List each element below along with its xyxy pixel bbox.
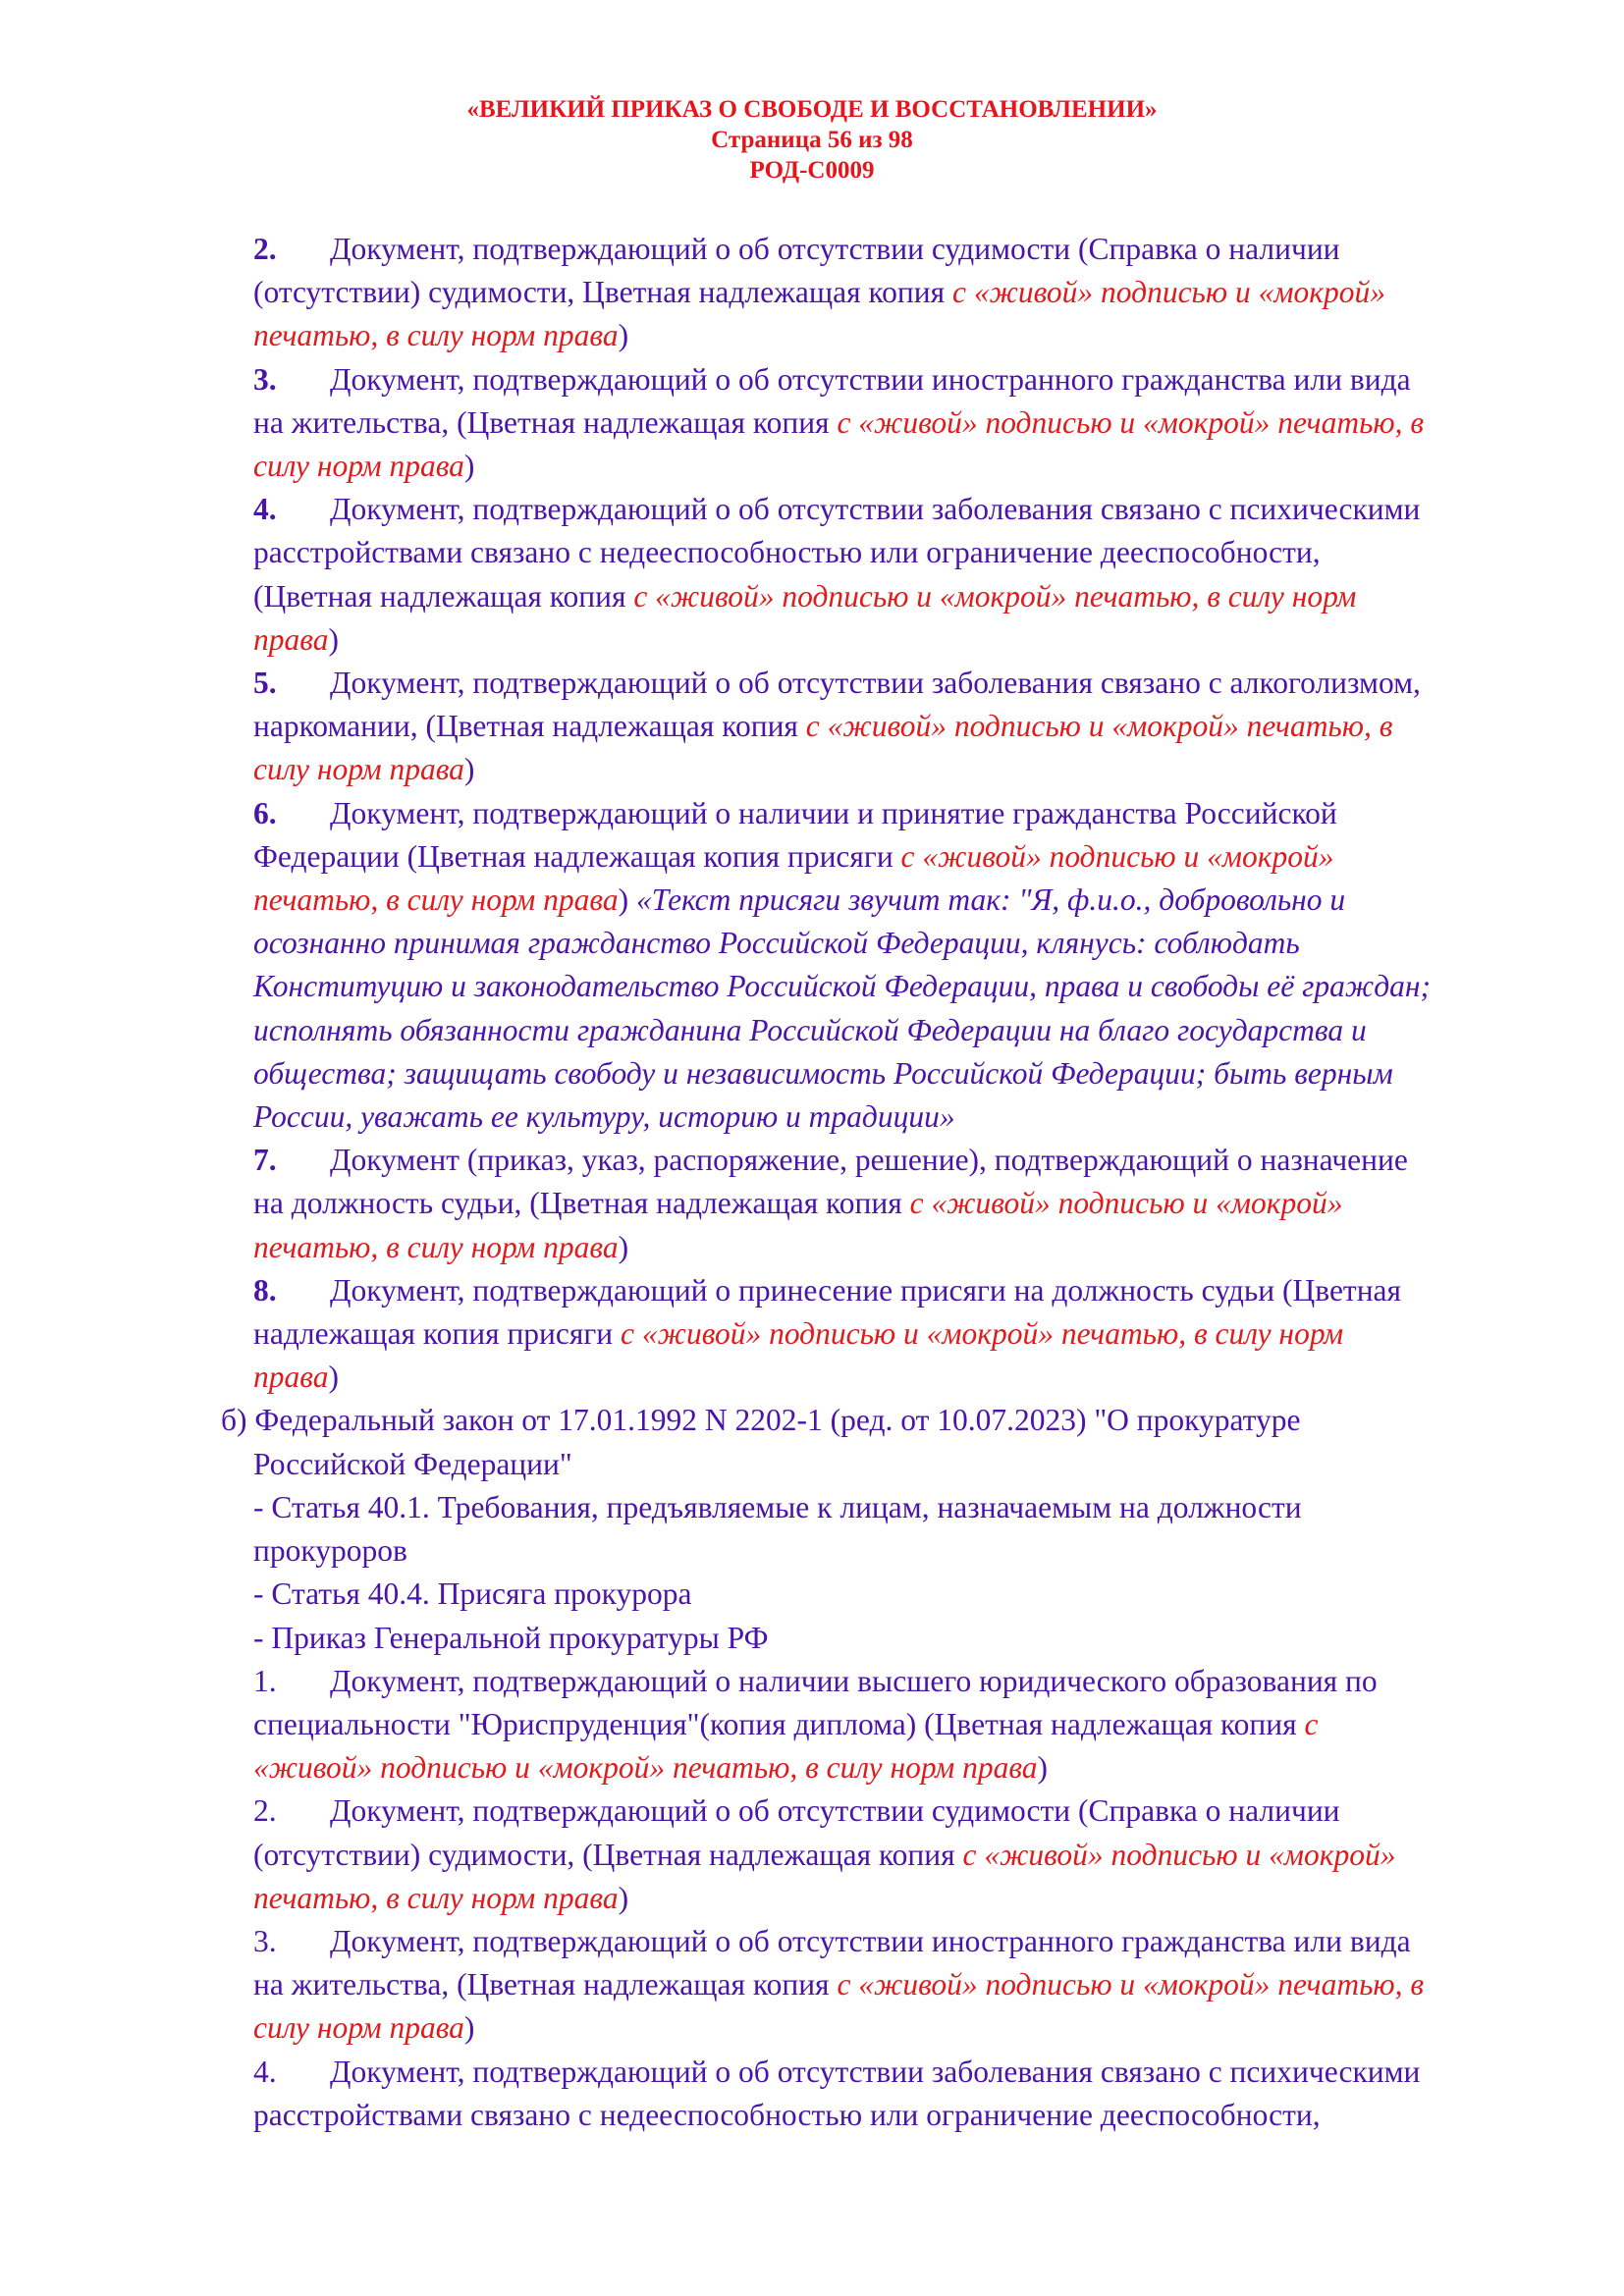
list-item-line xyxy=(253,1139,1530,1182)
list-item-line xyxy=(253,1226,1530,1269)
item-number: 1. xyxy=(253,1663,277,1698)
item-text: ) xyxy=(463,449,475,484)
item-text: Документ, подтверждающий о об отсутствии иностранного гражданства или вида xyxy=(330,1923,1411,1958)
list-item-line xyxy=(253,575,1530,618)
item-text: на должность судьи, (Цветная надлежащая копия xyxy=(253,1186,910,1221)
list-item-line xyxy=(253,2051,1530,2094)
signature-note: с «живой» подписью и «мокрой» xyxy=(909,1186,1343,1221)
oath-text: общества; защищать свободу и независимость Российской Федерации; быть верным xyxy=(253,1055,1393,1091)
signature-note: с «живой» подписью и «мокрой» xyxy=(900,838,1334,874)
item-text: Документ, подтверждающий о об отсутствии заболевания связано с психическими xyxy=(330,492,1421,527)
list-item-line xyxy=(253,2094,1530,2137)
item-number: 3. xyxy=(253,361,277,397)
oath-text: осознанно принимая гражданство Российской Федерации, клянусь: соблюдать xyxy=(253,926,1300,961)
item-text: расстройствами связано с недееспособностью или ограничение дееспособности, xyxy=(253,535,1321,570)
item-number: 4. xyxy=(253,2054,277,2089)
signature-note: силу норм права xyxy=(253,449,464,484)
list-item-line xyxy=(253,314,1530,357)
page-header xyxy=(0,94,1624,186)
page-number: Страница 56 из 98 xyxy=(711,127,913,153)
item-text: Документ, подтверждающий о об отсутствии судимости (Справка о наличии xyxy=(330,232,1340,266)
section-b-heading-line-1: б) Федеральный закон от 17.01.1992 N 2202-1 (ред. от 10.07.2023) "О прокуратуре xyxy=(221,1403,1301,1438)
list-item-line xyxy=(253,879,1530,922)
item-number: 6. xyxy=(253,795,277,830)
list-item xyxy=(253,2051,1530,2137)
list-item-line xyxy=(253,1312,1530,1356)
list-item-line xyxy=(253,1877,1530,1920)
list-item-line xyxy=(253,1963,1530,2006)
item-text: наркомании, (Цветная надлежащая копия xyxy=(253,709,806,744)
item-text: (отсутствии) судимости, (Цветная надлежащая копия xyxy=(253,1837,963,1872)
list-item-line xyxy=(253,965,1530,1008)
list-item xyxy=(253,1139,1530,1269)
signature-note: с «живой» подписью и «мокрой» печатью, в силу норм xyxy=(621,1316,1344,1352)
list-item-line xyxy=(253,445,1530,488)
list-item-line xyxy=(253,792,1530,835)
item-text: ) xyxy=(618,1229,629,1264)
section-b-order: - Приказ Генеральной прокуратуры РФ xyxy=(253,1620,769,1655)
item-text: Федерации (Цветная надлежащая копия присяги xyxy=(253,838,901,874)
list-item-line xyxy=(253,835,1530,879)
item-text: специальности "Юриспруденция"(копия диплома) (Цветная надлежащая копия xyxy=(253,1706,1305,1741)
list-item xyxy=(253,1660,1530,1790)
list-item xyxy=(253,358,1530,489)
requirements-list-judges xyxy=(253,228,1530,1399)
list-item-line xyxy=(253,271,1530,314)
list-item-line xyxy=(253,1660,1530,1703)
list-item-line xyxy=(253,228,1530,271)
item-text: Документ, подтверждающий о наличии и принятие гражданства Российской xyxy=(330,795,1337,830)
signature-note: печатью, в силу норм права xyxy=(253,1229,619,1264)
item-text: на жительства, (Цветная надлежащая копия xyxy=(253,1967,838,2002)
document-title: «ВЕЛИКИЙ ПРИКАЗ О СВОБОДЕ И ВОССТАНОВЛЕНИИ» xyxy=(466,96,1158,123)
section-b-article-40-1-cont: прокуроров xyxy=(253,1533,407,1569)
item-text: ) xyxy=(463,752,475,787)
item-number: 5. xyxy=(253,666,277,701)
item-text: надлежащая копия присяги xyxy=(253,1316,622,1352)
signature-note: с «живой» подписью и «мокрой» печатью, в xyxy=(805,709,1393,744)
list-item xyxy=(253,1920,1530,2051)
item-number: 3. xyxy=(253,1923,277,1958)
item-text: ) xyxy=(618,882,636,918)
signature-note: силу норм права xyxy=(253,752,464,787)
signature-note: печатью, в силу норм права xyxy=(253,882,619,918)
list-item-line xyxy=(253,401,1530,445)
signature-note: «живой» подписью и «мокрой» печатью, в силу норм права xyxy=(253,1750,1038,1786)
list-item-line xyxy=(253,1095,1530,1139)
item-text: ) xyxy=(618,1880,629,1915)
item-text: (отсутствии) судимости, Цветная надлежащая копия xyxy=(253,275,953,310)
section-b-prosecutors xyxy=(221,1399,1530,1659)
item-text: ) xyxy=(1037,1750,1049,1786)
item-text: ) xyxy=(618,318,629,353)
list-item-line xyxy=(253,2006,1530,2050)
signature-note: силу норм права xyxy=(253,2010,464,2046)
item-text: на жительства, (Цветная надлежащая копия xyxy=(253,404,838,440)
item-number: 8. xyxy=(253,1272,277,1308)
list-item-line xyxy=(253,1834,1530,1877)
signature-note: с «живой» подписью и «мокрой» печатью, в xyxy=(837,404,1425,440)
section-b-article-40-4: - Статья 40.4. Присяга прокурора xyxy=(253,1576,692,1612)
item-text: Документ, подтверждающий о об отсутствии заболевания связано с алкоголизмом, xyxy=(330,666,1421,701)
signature-note: с xyxy=(1304,1706,1319,1741)
item-text: Документ, подтверждающий о об отсутствии судимости (Справка о наличии xyxy=(330,1793,1340,1829)
list-item-line xyxy=(253,1920,1530,1963)
list-item-line xyxy=(253,1746,1530,1789)
signature-note: с «живой» подписью и «мокрой» xyxy=(952,275,1385,310)
list-item-line xyxy=(253,531,1530,574)
list-item-line xyxy=(253,1269,1530,1312)
item-text: расстройствами связано с недееспособностью или ограничение дееспособности, xyxy=(253,2097,1321,2132)
section-b-article-40-1: - Статья 40.1. Требования, предъявляемые к лицам, назначаемым на должности xyxy=(253,1489,1302,1524)
item-text: Документ, подтверждающий о об отсутствии заболевания связано с психическими xyxy=(330,2054,1421,2089)
item-number: 2. xyxy=(253,232,277,266)
signature-note: с «живой» подписью и «мокрой» xyxy=(962,1837,1396,1872)
signature-note: с «живой» подписью и «мокрой» печатью, в силу норм xyxy=(633,578,1357,614)
document-body xyxy=(221,228,1530,2137)
item-text: ) xyxy=(328,1360,339,1395)
signature-note: печатью, в силу норм права xyxy=(253,318,619,353)
list-item xyxy=(253,488,1530,662)
item-text: ) xyxy=(463,2010,475,2046)
item-text: Документ, подтверждающий о об отсутствии иностранного гражданства или вида xyxy=(330,361,1411,397)
section-b-heading-line-2: Российской Федерации" xyxy=(253,1446,572,1481)
requirements-list-prosecutors xyxy=(253,1660,1530,2137)
item-text: Документ, подтверждающий о принесение присяги на должность судьи (Цветная xyxy=(330,1272,1402,1308)
item-number: 7. xyxy=(253,1143,277,1178)
list-item-line xyxy=(253,748,1530,791)
signature-note: права xyxy=(253,1360,329,1395)
list-item xyxy=(253,662,1530,792)
list-item-line xyxy=(253,705,1530,748)
item-text: (Цветная надлежащая копия xyxy=(253,578,634,614)
signature-note: печатью, в силу норм права xyxy=(253,1880,619,1915)
oath-text: «Текст присяги звучит так: "Я, ф.и.о., добровольно и xyxy=(635,882,1346,918)
list-item xyxy=(253,228,1530,358)
item-text: Документ, подтверждающий о наличии высшего юридического образования по xyxy=(330,1663,1378,1698)
list-item-line xyxy=(253,488,1530,531)
item-text: Документ (приказ, указ, распоряжение, решение), подтверждающий о назначение xyxy=(330,1143,1408,1178)
list-item-line xyxy=(253,1009,1530,1052)
list-item xyxy=(253,1269,1530,1400)
list-item-line xyxy=(253,1789,1530,1833)
oath-text: России, уважать ее культуру, историю и традиции» xyxy=(253,1099,955,1135)
list-item-line xyxy=(253,662,1530,705)
item-number: 4. xyxy=(253,492,277,527)
oath-text: Конституцию и законодательство Российской Федерации, права и свободы её граждан; xyxy=(253,969,1432,1004)
list-item-line xyxy=(253,618,1530,662)
document-code: РОД-С0009 xyxy=(749,157,875,184)
list-item-line xyxy=(253,922,1530,965)
list-item xyxy=(253,1789,1530,1920)
signature-note: права xyxy=(253,621,329,657)
list-item-line xyxy=(253,358,1530,401)
list-item-line xyxy=(253,1182,1530,1225)
item-text: ) xyxy=(328,621,339,657)
oath-text: исполнять обязанности гражданина Российской Федерации на благо государства и xyxy=(253,1012,1367,1047)
list-item-line xyxy=(253,1356,1530,1399)
list-item-line xyxy=(253,1703,1530,1746)
list-item-line xyxy=(253,1052,1530,1095)
list-item xyxy=(253,792,1530,1140)
item-number: 2. xyxy=(253,1793,277,1829)
signature-note: с «живой» подписью и «мокрой» печатью, в xyxy=(837,1967,1425,2002)
